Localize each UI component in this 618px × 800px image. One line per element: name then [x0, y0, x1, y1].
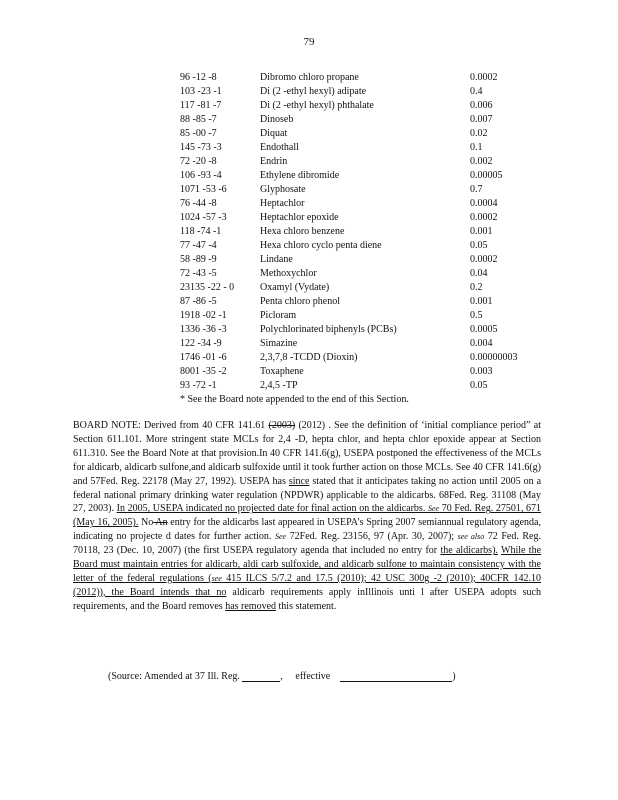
mcl-value: 0.04 [470, 268, 488, 279]
cas-number: 58 -89 -9 [180, 254, 217, 265]
cas-number: 1024 -57 -3 [180, 212, 227, 223]
cas-number: 87 -86 -5 [180, 296, 217, 307]
inserted-text: While the Board must maintain entries for aldicarb, aldi carb sulfoxide, and aldicarb sulfone to maintain consistency with the letter of the federal regulations ( [73, 545, 542, 584]
contaminant-name: Penta chloro phenol [260, 296, 340, 307]
contaminant-name: Endrin [260, 156, 288, 167]
mcl-value: 0.001 [470, 296, 493, 307]
inserted-text: since [288, 475, 310, 487]
table-row [180, 337, 560, 351]
source-line [108, 670, 456, 682]
contaminant-name: 2,3,7,8 -TCDD (Dioxin) [260, 352, 358, 363]
inserted-text: 70 Fed. Reg. 27501, 671 (May 16, 2005). [73, 503, 542, 529]
inserted-text: has removed [225, 600, 277, 612]
table-row [180, 225, 560, 239]
mcl-value: 0.00000003 [470, 352, 518, 363]
cas-number: 106 -93 -4 [180, 170, 222, 181]
effective-date-blank [340, 670, 452, 682]
cas-number: 1336 -36 -3 [180, 324, 227, 335]
mcl-value: 0.004 [470, 338, 493, 349]
contaminant-name: Picloram [260, 310, 297, 321]
mcl-value: 0.001 [470, 226, 493, 237]
cas-number: 1746 -01 -6 [180, 352, 227, 363]
table-row [180, 281, 560, 295]
contaminant-name: Lindane [260, 254, 293, 265]
table-row [180, 295, 560, 309]
page-number: 79 [303, 36, 315, 48]
contaminant-name: Di (2 -ethyl hexyl) phthalate [260, 100, 374, 111]
note-text: entry for the aldicarbs last appeared in USEPA’s Spring 2007 semiannual regulatory agenda, indicating no projecte d dates for further action. [73, 517, 541, 543]
contaminant-name: Hexa chloro cyclo penta diene [260, 240, 382, 251]
board-note [73, 419, 541, 614]
note-text: 72Fed. Reg. 23156, 97 (Apr. 30, 2007); [286, 531, 458, 543]
contaminant-name: Hexa chloro benzene [260, 226, 345, 237]
note-text: stated that it anticipates taking no action until 2005 on a federal national primary drinking water regulation (NPDWR) applicable to the aldicarbs. 68Fed. Reg. 31108 (May 27, 2003). [73, 475, 542, 515]
contaminant-name: Endothall [260, 142, 299, 153]
cas-number: 88 -85 -7 [180, 114, 217, 125]
note-text: No [138, 517, 154, 529]
table-row [180, 113, 560, 127]
cas-number: 76 -44 -8 [180, 198, 217, 209]
table-row [180, 155, 560, 169]
cas-number: 117 -81 -7 [180, 100, 222, 111]
mcl-value: 0.0004 [470, 198, 498, 209]
mcl-value: 0.0005 [470, 324, 498, 335]
table-row [180, 197, 560, 211]
cas-number: 77 -47 -4 [180, 240, 217, 251]
mcl-value: 0.007 [470, 114, 493, 125]
contaminant-name: Toxaphene [260, 366, 304, 377]
source-comma: , [280, 671, 283, 682]
table-row [180, 183, 560, 197]
contaminant-name: Methoxychlor [260, 268, 317, 279]
table-row [180, 239, 560, 253]
cas-number: 96 -12 -8 [180, 72, 217, 83]
inserted-citation-signal: see [211, 573, 222, 583]
contaminant-name: Heptachlor epoxide [260, 212, 339, 223]
contaminant-table [180, 71, 560, 407]
mcl-value: 0.002 [470, 156, 493, 167]
contaminant-name: Polychlorinated biphenyls (PCBs) [260, 324, 397, 335]
mcl-value: 0.05 [470, 380, 488, 391]
table-footnote: * See the Board note appended to the end of this Section. [180, 394, 409, 405]
source-prefix: (Source: Amended at 37 Ill. Reg. [108, 671, 240, 682]
contaminant-name: Diquat [260, 128, 288, 139]
table-row [180, 85, 560, 99]
cas-number: 1071 -53 -6 [180, 184, 227, 195]
cas-number: 85 -00 -7 [180, 128, 217, 139]
cas-number: 103 -23 -1 [180, 86, 222, 97]
cas-number: 145 -73 -3 [180, 142, 222, 153]
table-row [180, 267, 560, 281]
mcl-value: 0.02 [470, 128, 488, 139]
table-row [180, 309, 560, 323]
citation-signal: See [275, 532, 287, 542]
table-row [180, 71, 560, 85]
note-text: BOARD NOTE: Derived from 40 CFR 141.61 [73, 420, 269, 431]
mcl-value: 0.0002 [470, 72, 498, 83]
inserted-text: In 2005, USEPA indicated no projected date for final action on the aldicarbs. [116, 503, 426, 515]
table-row [180, 323, 560, 337]
contaminant-name: Heptachlor [260, 198, 305, 209]
inserted-text: 415 ILCS 5/7.2 and 17.5 (2010); 42 USC 300g -2 (2010); 40CFR 142.10 (2012)), the Board intends that no [73, 572, 542, 598]
contaminant-name: Oxamyl (Vydate) [260, 282, 330, 293]
cas-number: 1918 -02 -1 [180, 310, 227, 321]
cas-number: 72 -43 -5 [180, 268, 217, 279]
contaminant-name: Simazine [260, 338, 298, 349]
mcl-value: 0.003 [470, 366, 493, 377]
cas-number: 23135 -22 - 0 [180, 282, 235, 293]
source-close: ) [452, 671, 456, 682]
deleted-text: (2003) [268, 420, 296, 431]
contaminant-name: Di (2 -ethyl hexyl) adipate [260, 86, 367, 97]
inserted-text: the aldicarbs). [440, 545, 498, 557]
mcl-value: 0.5 [470, 310, 483, 321]
mcl-value: 0.0002 [470, 212, 498, 223]
table-row [180, 99, 560, 113]
mcl-value: 0.0002 [470, 254, 498, 265]
contaminant-name: Ethylene dibromide [260, 170, 340, 181]
contaminant-name: Dibromo chloro propane [260, 72, 359, 83]
mcl-value: 0.4 [470, 86, 483, 97]
citation-signal: see also [457, 532, 485, 542]
register-page-blank [242, 670, 280, 682]
table-row [180, 169, 560, 183]
mcl-value: 0.05 [470, 240, 488, 251]
cas-number: 93 -72 -1 [180, 380, 217, 391]
table-row [180, 351, 560, 365]
table-row [180, 141, 560, 155]
table-row [180, 211, 560, 225]
mcl-value: 0.006 [470, 100, 493, 111]
cas-number: 8001 -35 -2 [180, 366, 227, 377]
table-row [180, 365, 560, 379]
mcl-value: 0.7 [470, 184, 483, 195]
mcl-value: 0.2 [470, 282, 483, 293]
cas-number: 122 -34 -9 [180, 338, 222, 349]
note-text: 72 Fed. Reg. 70118, 23 (Dec. 10, 2007) (the first USEPA regulatory agenda that included no entry for [73, 531, 541, 557]
note-text: (2012) . See the definition of ‘initial compliance period” at Section 611.101. More stringent state MCLs for 2,4 -D, hepta chlor, and hepta chlor epoxide appear at Section 611.310. See the Board Note at that provision.In 40 CFR 141.6(g), USEPA postponed the effectiveness of the MCLs for aldicarb, aldicarb sulfone,and aldicarb sulfoxide until it took further action on those MCLs. See 40 CFR 141.6(g) and 57Fed. Reg. 22178 (May 27, 1992). USEPA has [73, 420, 541, 487]
cas-number: 72 -20 -8 [180, 156, 217, 167]
deleted-text: An [153, 517, 168, 529]
table-row [180, 253, 560, 267]
inserted-citation-signal: See [428, 504, 440, 514]
note-text: aldicarb requirements apply inIllinois unti l after USEPA adopts such requirements, and the Board removes [73, 586, 541, 612]
effective-label: effective [295, 671, 331, 682]
table-row [180, 127, 560, 141]
mcl-value: 0.00005 [470, 170, 503, 181]
note-text: this statement. [276, 600, 337, 612]
contaminant-name: 2,4,5 -TP [260, 380, 298, 391]
cas-number: 118 -74 -1 [180, 226, 222, 237]
contaminant-name: Dinoseb [260, 114, 294, 125]
table-row [180, 379, 560, 393]
mcl-value: 0.1 [470, 142, 483, 153]
contaminant-name: Glyphosate [260, 184, 306, 195]
